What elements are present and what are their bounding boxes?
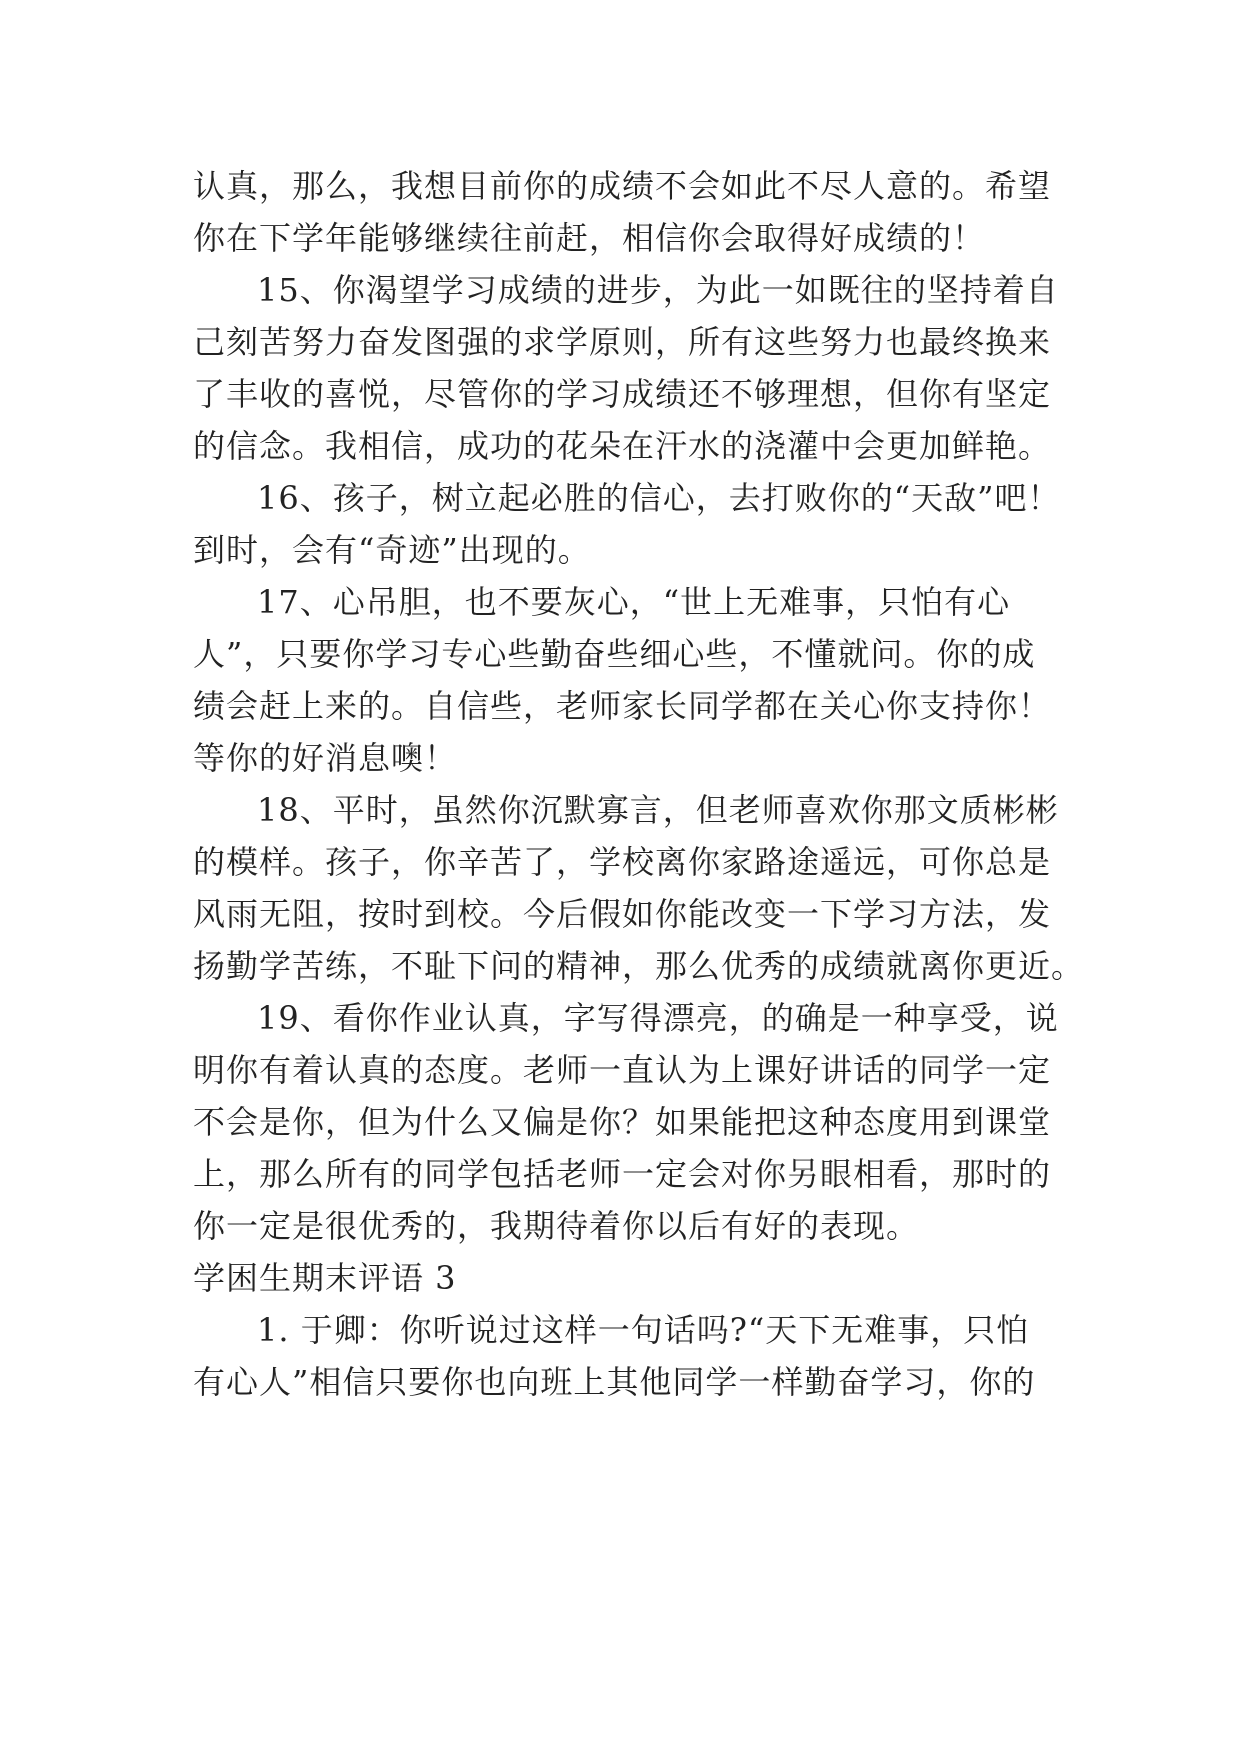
text-line: 等你的好消息噢！	[193, 739, 458, 777]
text-line: 你一定是很优秀的，我期待着你以后有好的表现。	[193, 1207, 920, 1245]
text-line: 了丰收的喜悦，尽管你的学习成绩还不够理想，但你有坚定	[193, 375, 1052, 413]
text-line: 不会是你，但为什么又偏是你？如果能把这种态度用到课堂	[193, 1103, 1052, 1141]
text-line: 认真，那么，我想目前你的成绩不会如此不尽人意的。希望	[193, 167, 1052, 205]
text-line: 绩会赶上来的。自信些，老师家长同学都在关心你支持你！	[193, 687, 1052, 725]
text-line: 明你有着认真的态度。老师一直认为上课好讲话的同学一定	[193, 1051, 1052, 1089]
text-line: 风雨无阻，按时到校。今后假如你能改变一下学习方法，发	[193, 895, 1052, 933]
paragraph-17-start: 17、心吊胆，也不要灰心，“世上无难事，只怕有心	[257, 583, 1011, 621]
text-line: 上，那么所有的同学包括老师一定会对你另眼相看，那时的	[193, 1155, 1052, 1193]
text-line: 的信念。我相信，成功的花朵在汗水的浇灌中会更加鲜艳。	[193, 427, 1052, 465]
paragraph-1-start: 1. 于卿：你听说过这样一句话吗?“天下无难事，只怕	[257, 1311, 1030, 1349]
text-line: 你在下学年能够继续往前赶，相信你会取得好成绩的！	[193, 219, 986, 257]
text-line: 的模样。孩子，你辛苦了，学校离你家路途遥远，可你总是	[193, 843, 1052, 881]
text-line: 人”，只要你学习专心些勤奋些细心些，不懂就问。你的成	[193, 635, 1036, 673]
paragraph-19-start: 19、看你作业认真，字写得漂亮，的确是一种享受，说	[257, 999, 1059, 1037]
paragraph-16-start: 16、孩子，树立起必胜的信心，去打败你的“天敌”吧！	[257, 479, 1061, 517]
section-heading: 学困生期末评语 3	[193, 1259, 457, 1297]
text-line: 有心人”相信只要你也向班上其他同学一样勤奋学习，你的	[193, 1363, 1036, 1401]
paragraph-18-start: 18、平时，虽然你沉默寡言，但老师喜欢你那文质彬彬	[257, 791, 1059, 829]
text-line: 扬勤学苦练，不耻下问的精神，那么优秀的成绩就离你更近。	[193, 947, 1085, 985]
document-page	[193, 0, 1085, 1754]
paragraph-15-start: 15、你渴望学习成绩的进步，为此一如既往的坚持着自	[257, 271, 1059, 309]
text-line: 到时，会有“奇迹”出现的。	[193, 531, 591, 569]
text-line: 己刻苦努力奋发图强的求学原则，所有这些努力也最终换来	[193, 323, 1052, 361]
